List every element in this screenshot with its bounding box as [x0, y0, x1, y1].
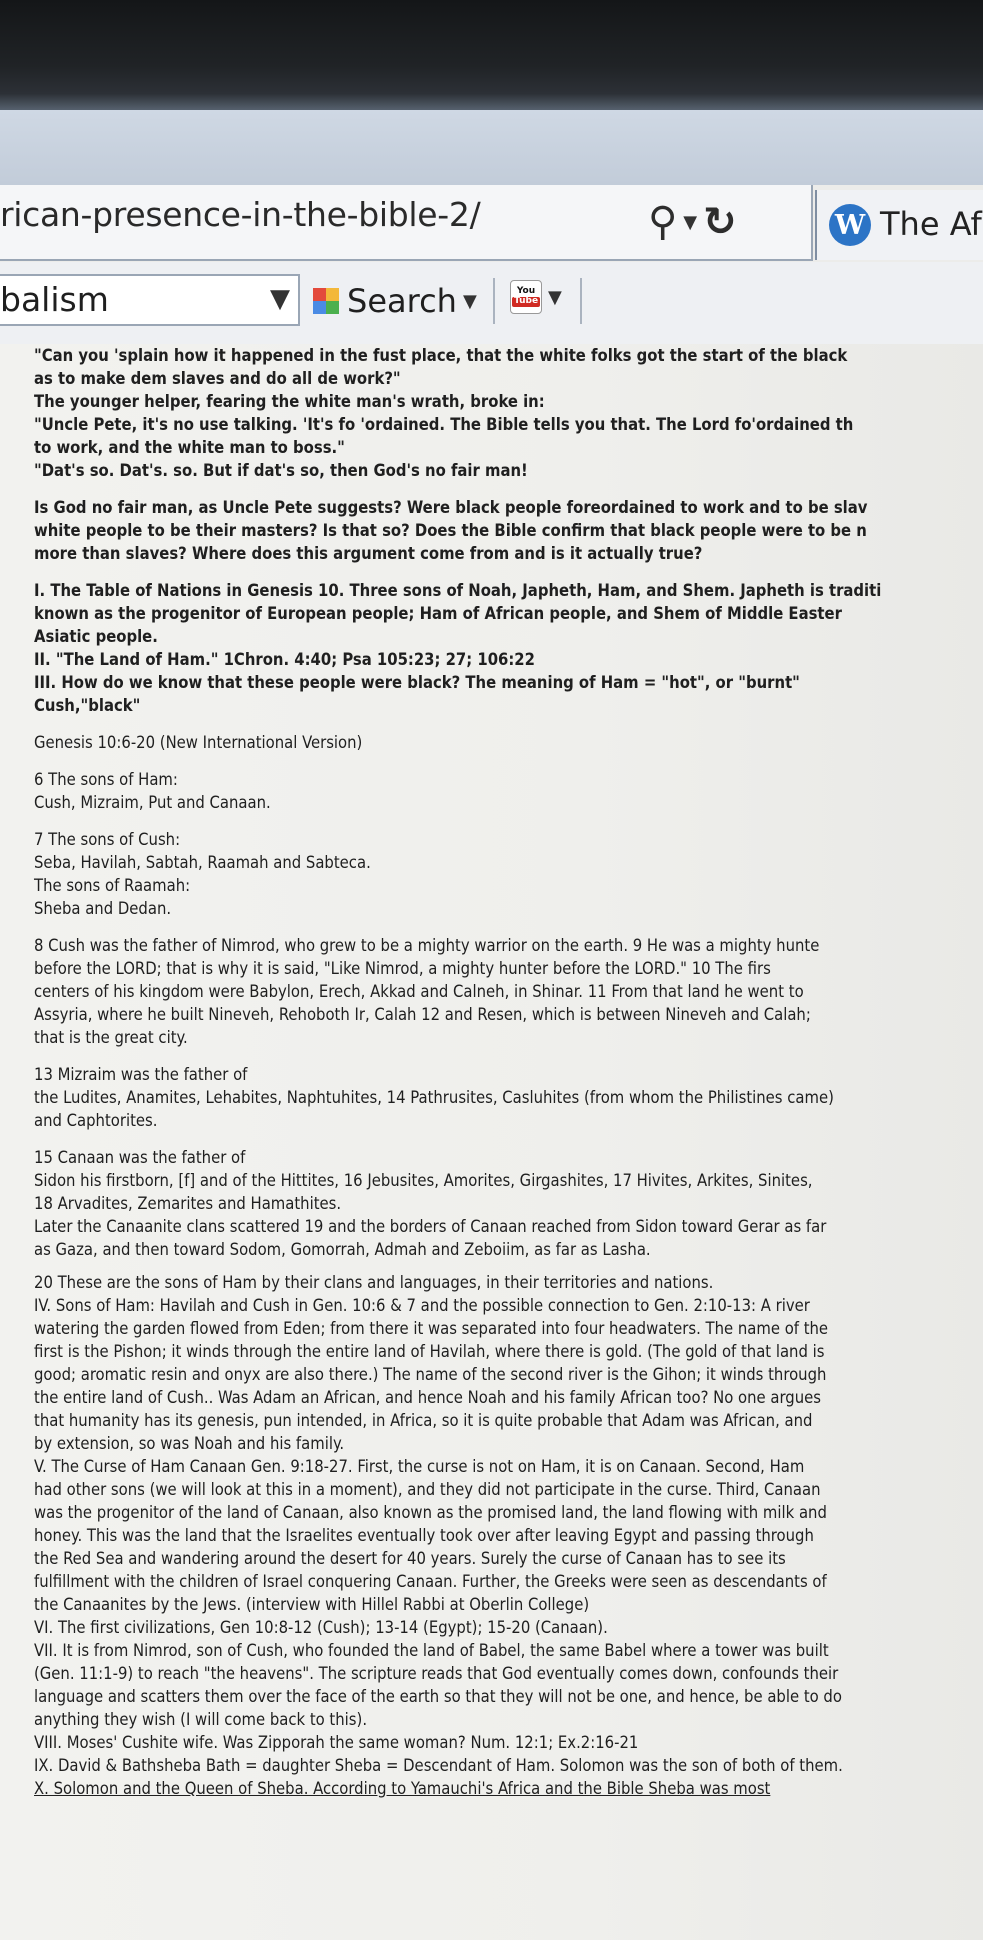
page-content: [0, 344, 983, 1940]
text-line: Is God no fair man, as Uncle Pete suggests? Were black people foreordained to work and to be slav: [34, 498, 868, 517]
text-line: VII. It is from Nimrod, son of Cush, who founded the land of Babel, the same Babel where a tower was built: [34, 1641, 829, 1660]
refresh-icon[interactable]: ↻: [703, 199, 737, 245]
chevron-down-icon[interactable]: ▼: [462, 290, 477, 312]
text-line: the entire land of Cush.. Was Adam an African, and hence Noah and his family African too? No one argues: [34, 1388, 822, 1407]
text-line: first is the Pishon; it winds through the entire land of Havilah, where there is gold. (The gold of that land is: [34, 1342, 825, 1361]
youtube-icon: You Tube: [510, 280, 542, 314]
chevron-down-icon[interactable]: ▼: [270, 284, 290, 314]
search-toolbar: [0, 262, 983, 346]
toolbar-search-input[interactable]: [0, 274, 300, 326]
text-line: 15 Canaan was the father of: [34, 1148, 246, 1167]
text-line: "Can you 'splain how it happened in the fust place, that the white folks got the start of the black: [34, 346, 848, 365]
address-bar[interactable]: [0, 185, 813, 261]
text-line: 18 Arvadites, Zemarites and Hamathites.: [34, 1194, 342, 1213]
text-line: "Dat's so. Dat's. so. But if dat's so, then God's no fair man!: [34, 461, 528, 480]
text-line: Cush,"black": [34, 696, 141, 715]
search-icon[interactable]: ⚲: [648, 199, 678, 245]
text-line: as Gaza, and then toward Sodom, Gomorrah, Admah and Zeboiim, as far as Lasha.: [34, 1240, 651, 1259]
text-line: X. Solomon and the Queen of Sheba. According to Yamauchi's Africa and the Bible Sheba was most: [34, 1779, 771, 1798]
text-line: the Ludites, Anamites, Lehabites, Naphtuhites, 14 Pathrusites, Casluhites (from whom the Philistines came): [34, 1088, 834, 1107]
text-line: 7 The sons of Cush:: [34, 830, 181, 849]
youtube-button[interactable]: [510, 280, 562, 314]
question-paragraph: [34, 496, 983, 565]
dialogue-block: [34, 344, 983, 482]
sons-of-cush: [34, 828, 983, 920]
sons-of-ham: [34, 768, 983, 814]
search-button-label: Search: [347, 282, 457, 320]
text-line: III. How do we know that these people were black? The meaning of Ham = "hot", or "burnt": [34, 673, 800, 692]
text-line: Later the Canaanite clans scattered 19 and the borders of Canaan reached from Sidon toward Gerar as far: [34, 1217, 827, 1236]
text-line: known as the progenitor of European people; Ham of African people, and Shem of Middle Easter: [34, 604, 842, 623]
chevron-down-icon[interactable]: ▼: [548, 286, 562, 308]
text-line: "Uncle Pete, it's no use talking. 'It's fo 'ordained. The Bible tells you that. The Lord fo'ordained th: [34, 415, 854, 434]
wordpress-icon: W: [829, 204, 871, 246]
outline-block: [34, 579, 983, 717]
text-line: IV. Sons of Ham: Havilah and Cush in Gen. 10:6 & 7 and the possible connection to Gen. 2:10-13: A river: [34, 1296, 810, 1315]
text-line: The younger helper, fearing the white man's wrath, broke in:: [34, 392, 545, 411]
search-engine-icon: [313, 288, 339, 314]
text-line: 6 The sons of Ham:: [34, 770, 178, 789]
text-line: Assyria, where he built Nineveh, Rehoboth Ir, Calah 12 and Resen, which is between Nineveh and Calah;: [34, 1005, 811, 1024]
text-line: watering the garden flowed from Eden; from there it was separated into four headwaters. The name of the: [34, 1319, 829, 1338]
text-line: and Caphtorites.: [34, 1111, 158, 1130]
text-line: Cush, Mizraim, Put and Canaan.: [34, 793, 271, 812]
text-line: (Gen. 11:1-9) to reach "the heavens". The scripture reads that God eventually comes down, confounds their: [34, 1664, 839, 1683]
text-line: that is the great city.: [34, 1028, 188, 1047]
text-line: had other sons (we will look at this in a moment), and they did not participate in the curse. Third, Canaan: [34, 1480, 821, 1499]
search-button[interactable]: [313, 276, 477, 326]
text-line: the Red Sea and wandering around the desert for 40 years. Surely the curse of Canaan has to see its: [34, 1549, 786, 1568]
text-line: VI. The first civilizations, Gen 10:8-12 (Cush); 13-14 (Egypt); 15-20 (Canaan).: [34, 1618, 608, 1637]
tab-active[interactable]: [815, 190, 983, 260]
text-line: anything they wish (I will come back to this).: [34, 1710, 368, 1729]
url-text[interactable]: rican-presence-in-the-bible-2/: [0, 195, 481, 234]
chevron-down-icon[interactable]: ▼: [683, 211, 698, 233]
text-line: centers of his kingdom were Babylon, Erech, Akkad and Calneh, in Shinar. 11 From that land he went to: [34, 982, 804, 1001]
canaan-paragraph: [34, 1146, 983, 1261]
text-line: V. The Curse of Ham Canaan Gen. 9:18-27. First, the curse is not on Ham, it is on Canaan. Second, Ham: [34, 1457, 805, 1476]
closing-block: [34, 1271, 983, 1800]
text-line: honey. This was the land that the Israelites eventually took over after leaving Egypt and passing through: [34, 1526, 814, 1545]
text-line: was the progenitor of the land of Canaan, also known as the promised land, the land flowing with milk and: [34, 1503, 827, 1522]
toolbar-divider: [580, 278, 582, 324]
tab-title: The Af: [880, 205, 982, 243]
text-line: white people to be their masters? Is that so? Does the Bible confirm that black people were to be n: [34, 521, 867, 540]
text-line: IX. David & Bathsheba Bath = daughter Sheba = Descendant of Ham. Solomon was the son of both of them.: [34, 1756, 843, 1775]
passage-title: Genesis 10:6-20 (New International Version): [34, 733, 363, 752]
toolbar-search-text[interactable]: balism: [0, 280, 109, 319]
text-line: by extension, so was Noah and his family.: [34, 1434, 345, 1453]
text-line: 13 Mizraim was the father of: [34, 1065, 248, 1084]
text-line: good; aromatic resin and onyx are also there.) The name of the second river is the Gihon; it winds through: [34, 1365, 827, 1384]
text-line: to work, and the white man to boss.": [34, 438, 345, 457]
text-line: The sons of Raamah:: [34, 876, 191, 895]
text-line: Sidon his firstborn, [f] and of the Hittites, 16 Jebusites, Amorites, Girgashites, 17 Hivites, Arkites, Sinites,: [34, 1171, 813, 1190]
mizraim-paragraph: [34, 1063, 983, 1132]
screen-bezel: [0, 0, 983, 110]
text-line: before the LORD; that is why it is said, "Like Nimrod, a mighty hunter before the LORD." 10 The firs: [34, 959, 771, 978]
text-line: the Canaanites by the Jews. (interview with Hillel Rabbi at Oberlin College): [34, 1595, 590, 1614]
text-line: 8 Cush was the father of Nimrod, who grew to be a mighty warrior on the earth. 9 He was a mighty hunte: [34, 936, 820, 955]
text-line: more than slaves? Where does this argument come from and is it actually true?: [34, 544, 703, 563]
text-line: language and scatters them over the face of the earth so that they will not be one, and hence, be able to do: [34, 1687, 842, 1706]
text-line: Seba, Havilah, Sabtah, Raamah and Sabteca.: [34, 853, 371, 872]
text-line: as to make dem slaves and do all de work?": [34, 369, 401, 388]
text-line: I. The Table of Nations in Genesis 10. Three sons of Noah, Japheth, Ham, and Shem. Japheth is traditi: [34, 581, 882, 600]
browser-frame: [0, 110, 983, 185]
text-line: 20 These are the sons of Ham by their clans and languages, in their territories and nations.: [34, 1273, 714, 1292]
text-line: fulfillment with the children of Israel conquering Canaan. Further, the Greeks were seen as descendants of: [34, 1572, 827, 1591]
address-bar-actions: [648, 197, 737, 247]
toolbar-divider: [493, 278, 495, 324]
article-body: [34, 344, 983, 1800]
nimrod-paragraph: [34, 934, 983, 1049]
text-line: VIII. Moses' Cushite wife. Was Zipporah the same woman? Num. 12:1; Ex.2:16-21: [34, 1733, 639, 1752]
text-line: II. "The Land of Ham." 1Chron. 4:40; Psa 105:23; 27; 106:22: [34, 650, 535, 669]
text-line: that humanity has its genesis, pun intended, in Africa, so it is quite probable that Adam was African, and: [34, 1411, 813, 1430]
text-line: Sheba and Dedan.: [34, 899, 172, 918]
text-line: Asiatic people.: [34, 627, 158, 646]
